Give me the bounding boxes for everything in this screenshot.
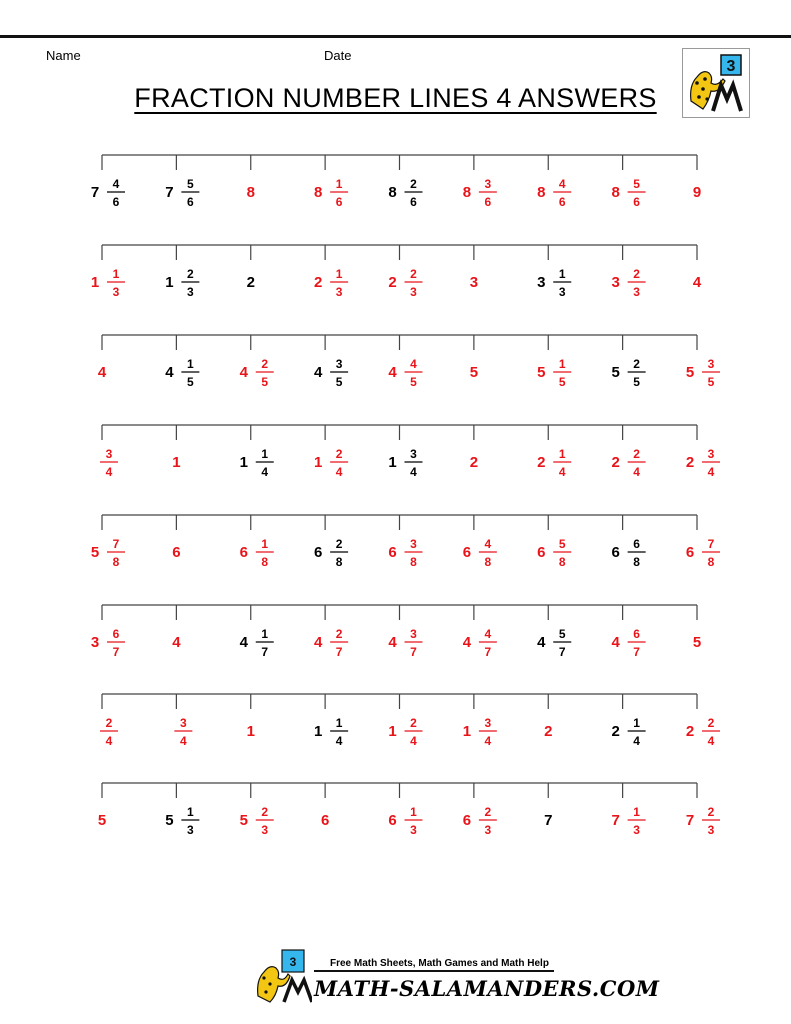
tick-label [91,177,125,209]
tick-label [314,537,348,569]
tick-label [611,537,645,569]
numerator: 2 [335,447,343,461]
tick-label [165,805,199,837]
tick-label [693,634,701,651]
tick-label [314,267,348,299]
numerator: 2 [633,267,640,281]
numerator: 1 [187,357,194,371]
tick-label [686,357,720,389]
numerator: 5 [187,177,194,191]
numerator: 3 [707,447,715,461]
numerator: 2 [707,716,715,730]
tick-label [314,447,348,479]
whole-number: 1 [388,723,397,740]
tick-label [314,357,348,389]
numerator: 1 [335,177,343,191]
whole-number: 4 [239,364,248,381]
numerator: 1 [187,805,194,819]
whole-number: 1 [172,454,181,471]
number-line-7 [100,694,720,748]
whole-number: 4 [537,634,546,651]
tick-label [240,805,274,837]
whole-number: 5 [537,364,546,381]
number-line-8 [98,783,720,837]
whole-number: 2 [544,723,553,740]
name-label: Name [46,48,81,63]
date-label: Date [324,48,352,63]
tick-label [165,177,199,209]
numerator: 2 [633,357,640,371]
footer-rule [314,970,554,972]
numerator: 2 [261,357,269,371]
numerator: 7 [112,537,120,551]
whole-number: 4 [313,634,323,651]
whole-number: 4 [462,634,472,651]
tick-label [91,537,125,569]
tick-label [463,805,497,837]
denominator: 3 [261,823,269,837]
whole-number: 8 [611,184,620,201]
whole-number: 5 [692,634,702,651]
whole-number: 6 [462,544,472,561]
tick-label [611,357,645,389]
numerator: 1 [261,627,269,641]
denominator: 8 [707,555,715,569]
denominator: 4 [410,465,417,479]
numerator: 2 [105,716,113,730]
denominator: 6 [484,195,492,209]
tick-label [611,627,645,659]
tick-label [98,812,106,829]
whole-number: 6 [313,544,323,561]
whole-number: 2 [611,454,620,471]
tick-label [537,627,571,659]
whole-number: 4 [97,364,107,381]
denominator: 5 [633,375,640,389]
whole-number: 9 [692,184,702,201]
whole-number: 6 [611,544,620,561]
whole-number: 4 [172,634,181,651]
numerator: 2 [410,716,417,730]
whole-number: 4 [388,364,397,381]
denominator: 4 [558,465,566,479]
tick-label [388,627,422,659]
denominator: 3 [707,823,715,837]
denominator: 4 [180,734,187,748]
whole-number: 4 [388,634,397,651]
whole-number: 4 [692,274,702,291]
denominator: 5 [187,375,194,389]
denominator: 6 [633,195,640,209]
denominator: 7 [335,645,343,659]
numerator: 3 [484,177,492,191]
tick-label [537,357,571,389]
whole-number: 5 [239,812,248,829]
numerator: 2 [707,805,715,819]
denominator: 3 [187,285,194,299]
whole-number: 3 [469,274,479,291]
denominator: 8 [558,555,566,569]
denominator: 3 [633,285,640,299]
tick-label [165,267,199,299]
tick-label [388,805,422,837]
tick-label [470,454,478,471]
denominator: 7 [484,645,492,659]
denominator: 7 [558,645,566,659]
whole-number: 5 [469,364,479,381]
whole-number: 4 [313,364,323,381]
whole-number: 5 [611,364,620,381]
denominator: 5 [707,375,715,389]
denominator: 6 [335,195,343,209]
whole-number: 2 [537,454,546,471]
whole-number: 3 [90,634,100,651]
whole-number: 1 [239,454,248,471]
whole-number: 6 [239,544,248,561]
tick-label [611,716,645,748]
denominator: 8 [112,555,120,569]
tick-label [314,177,348,209]
denominator: 4 [335,734,343,748]
tick-label [174,716,192,748]
number-line-3 [98,335,720,389]
denominator: 8 [261,555,269,569]
whole-number: 2 [611,723,620,740]
tick-label [314,627,348,659]
whole-number: 6 [685,544,695,561]
denominator: 5 [410,375,417,389]
numerator: 5 [558,627,566,641]
tick-label [240,537,274,569]
salamander-footer-icon [252,946,312,1004]
tick-label [388,267,422,299]
denominator: 5 [558,375,566,389]
denominator: 3 [558,285,566,299]
numerator: 6 [633,537,640,551]
denominator: 4 [105,465,113,479]
whole-number: 7 [165,184,174,201]
denominator: 8 [484,555,492,569]
denominator: 7 [633,645,640,659]
whole-number: 2 [388,274,397,291]
worksheet-title: FRACTION NUMBER LINES 4 ANSWERS [134,83,657,113]
numerator: 1 [261,447,269,461]
denominator: 6 [112,195,120,209]
tick-label [544,812,552,829]
denominator: 3 [410,285,417,299]
numerator: 1 [261,537,269,551]
whole-number: 7 [544,812,553,829]
tick-label [172,454,180,471]
tick-label [611,267,645,299]
tick-label [172,544,180,561]
tick-label [100,716,118,748]
tick-label [463,627,497,659]
whole-number: 5 [165,812,174,829]
denominator: 8 [335,555,343,569]
whole-number: 2 [246,274,255,291]
numerator: 1 [558,447,566,461]
denominator: 4 [105,734,113,748]
tick-label [463,716,497,748]
numerator: 3 [484,716,492,730]
numerator: 2 [410,177,417,191]
footer-badge-text: 3 [289,955,297,969]
tick-label [611,805,645,837]
numerator: 1 [335,716,343,730]
numerator: 1 [112,267,120,281]
numerator: 2 [633,447,640,461]
numerator: 4 [558,177,566,191]
denominator: 4 [707,465,715,479]
whole-number: 2 [685,454,695,471]
tick-label [240,357,274,389]
numerator: 1 [558,357,566,371]
whole-number: 2 [313,274,323,291]
tick-label [686,716,720,748]
number-line-1 [91,155,701,209]
numerator: 1 [633,805,640,819]
denominator: 5 [261,375,269,389]
whole-number: 8 [537,184,546,201]
tick-label [91,267,125,299]
whole-number: 8 [462,184,472,201]
tick-label [321,812,329,829]
whole-number: 4 [611,634,620,651]
tick-label [611,177,645,209]
tick-label [388,716,422,748]
numerator: 1 [335,267,343,281]
number-line-5 [91,515,720,569]
numerator: 2 [261,805,269,819]
tick-label [388,177,422,209]
tick-label [388,537,422,569]
denominator: 7 [261,645,269,659]
number-line-2 [91,245,702,299]
denominator: 6 [410,195,417,209]
numerator: 4 [484,537,492,551]
whole-number: 6 [172,544,181,561]
numerator: 5 [558,537,566,551]
tick-label [240,447,274,479]
whole-number: 1 [313,454,323,471]
numerator: 6 [112,627,120,641]
numerator: 5 [633,177,640,191]
denominator: 3 [633,823,640,837]
numerator: 2 [335,537,343,551]
footer-site-name: MATH-SALAMANDERS.COM [314,976,660,1001]
denominator: 3 [484,823,492,837]
tick-label [314,716,348,748]
whole-number: 2 [469,454,479,471]
tick-label [388,447,422,479]
whole-number: 5 [685,364,695,381]
tick-label [463,177,497,209]
tick-label [693,184,701,201]
whole-number: 1 [388,454,397,471]
denominator: 4 [707,734,715,748]
whole-number: 8 [246,184,255,201]
whole-number: 1 [313,723,323,740]
tick-label [686,805,720,837]
denominator: 8 [410,555,417,569]
numerator: 6 [633,627,640,641]
numerator: 4 [484,627,492,641]
numerator: 3 [335,357,343,371]
whole-number: 7 [90,184,100,201]
tick-label [91,627,125,659]
tick-label [247,184,255,201]
number-line-6 [91,605,701,659]
grade-badge-text: 3 [726,58,736,75]
whole-number: 1 [246,723,255,740]
numerator: 3 [180,716,187,730]
numerator: 3 [707,357,715,371]
numerator: 2 [187,267,194,281]
denominator: 3 [112,285,120,299]
tick-label [470,364,478,381]
whole-number: 6 [320,812,330,829]
denominator: 4 [410,734,417,748]
denominator: 4 [484,734,492,748]
denominator: 5 [335,375,343,389]
numerator: 7 [707,537,715,551]
whole-number: 1 [462,723,472,740]
whole-number: 2 [685,723,695,740]
whole-number: 1 [90,274,100,291]
footer-tagline: Free Math Sheets, Math Games and Math Help [330,958,549,969]
tick-label [537,537,571,569]
tick-label [388,357,422,389]
denominator: 3 [410,823,417,837]
whole-number: 6 [462,812,472,829]
whole-number: 7 [611,812,620,829]
whole-number: 7 [685,812,695,829]
denominator: 7 [112,645,120,659]
tick-label [686,537,720,569]
tick-label [172,634,181,651]
numerator: 2 [410,267,417,281]
footer-logo [252,946,312,1004]
number-line-4 [100,425,720,479]
denominator: 8 [633,555,640,569]
tick-label [463,537,497,569]
denominator: 4 [261,465,269,479]
denominator: 7 [410,645,417,659]
whole-number: 5 [97,812,107,829]
tick-label [98,364,107,381]
tick-label [100,447,118,479]
whole-number: 3 [537,274,546,291]
numerator: 3 [105,447,113,461]
tick-label [611,447,645,479]
numerator: 3 [410,537,417,551]
numerator: 1 [410,805,417,819]
denominator: 4 [335,465,343,479]
numerator: 1 [558,267,566,281]
tick-label [240,627,274,659]
whole-number: 6 [388,812,397,829]
numerator: 4 [410,357,417,371]
whole-number: 6 [388,544,397,561]
tick-label [247,723,255,740]
whole-number: 8 [388,184,397,201]
whole-number: 4 [239,634,248,651]
tick-label [537,447,571,479]
tick-label [544,723,552,740]
whole-number: 8 [313,184,323,201]
numerator: 3 [410,627,417,641]
denominator: 3 [187,823,194,837]
whole-number: 4 [165,364,174,381]
denominator: 6 [558,195,566,209]
numerator: 1 [633,716,640,730]
tick-label [470,274,478,291]
denominator: 4 [633,734,640,748]
denominator: 3 [335,285,343,299]
whole-number: 5 [90,544,100,561]
tick-label [537,177,571,209]
denominator: 6 [187,195,194,209]
tick-label [693,274,702,291]
tick-label [165,357,199,389]
tick-label [686,447,720,479]
whole-number: 3 [611,274,620,291]
whole-number: 6 [537,544,546,561]
tick-label [537,267,571,299]
whole-number: 1 [165,274,174,291]
denominator: 4 [633,465,640,479]
tick-label [247,274,255,291]
numerator: 3 [410,447,417,461]
numerator: 4 [112,177,120,191]
numerator: 2 [484,805,492,819]
numerator: 2 [335,627,343,641]
